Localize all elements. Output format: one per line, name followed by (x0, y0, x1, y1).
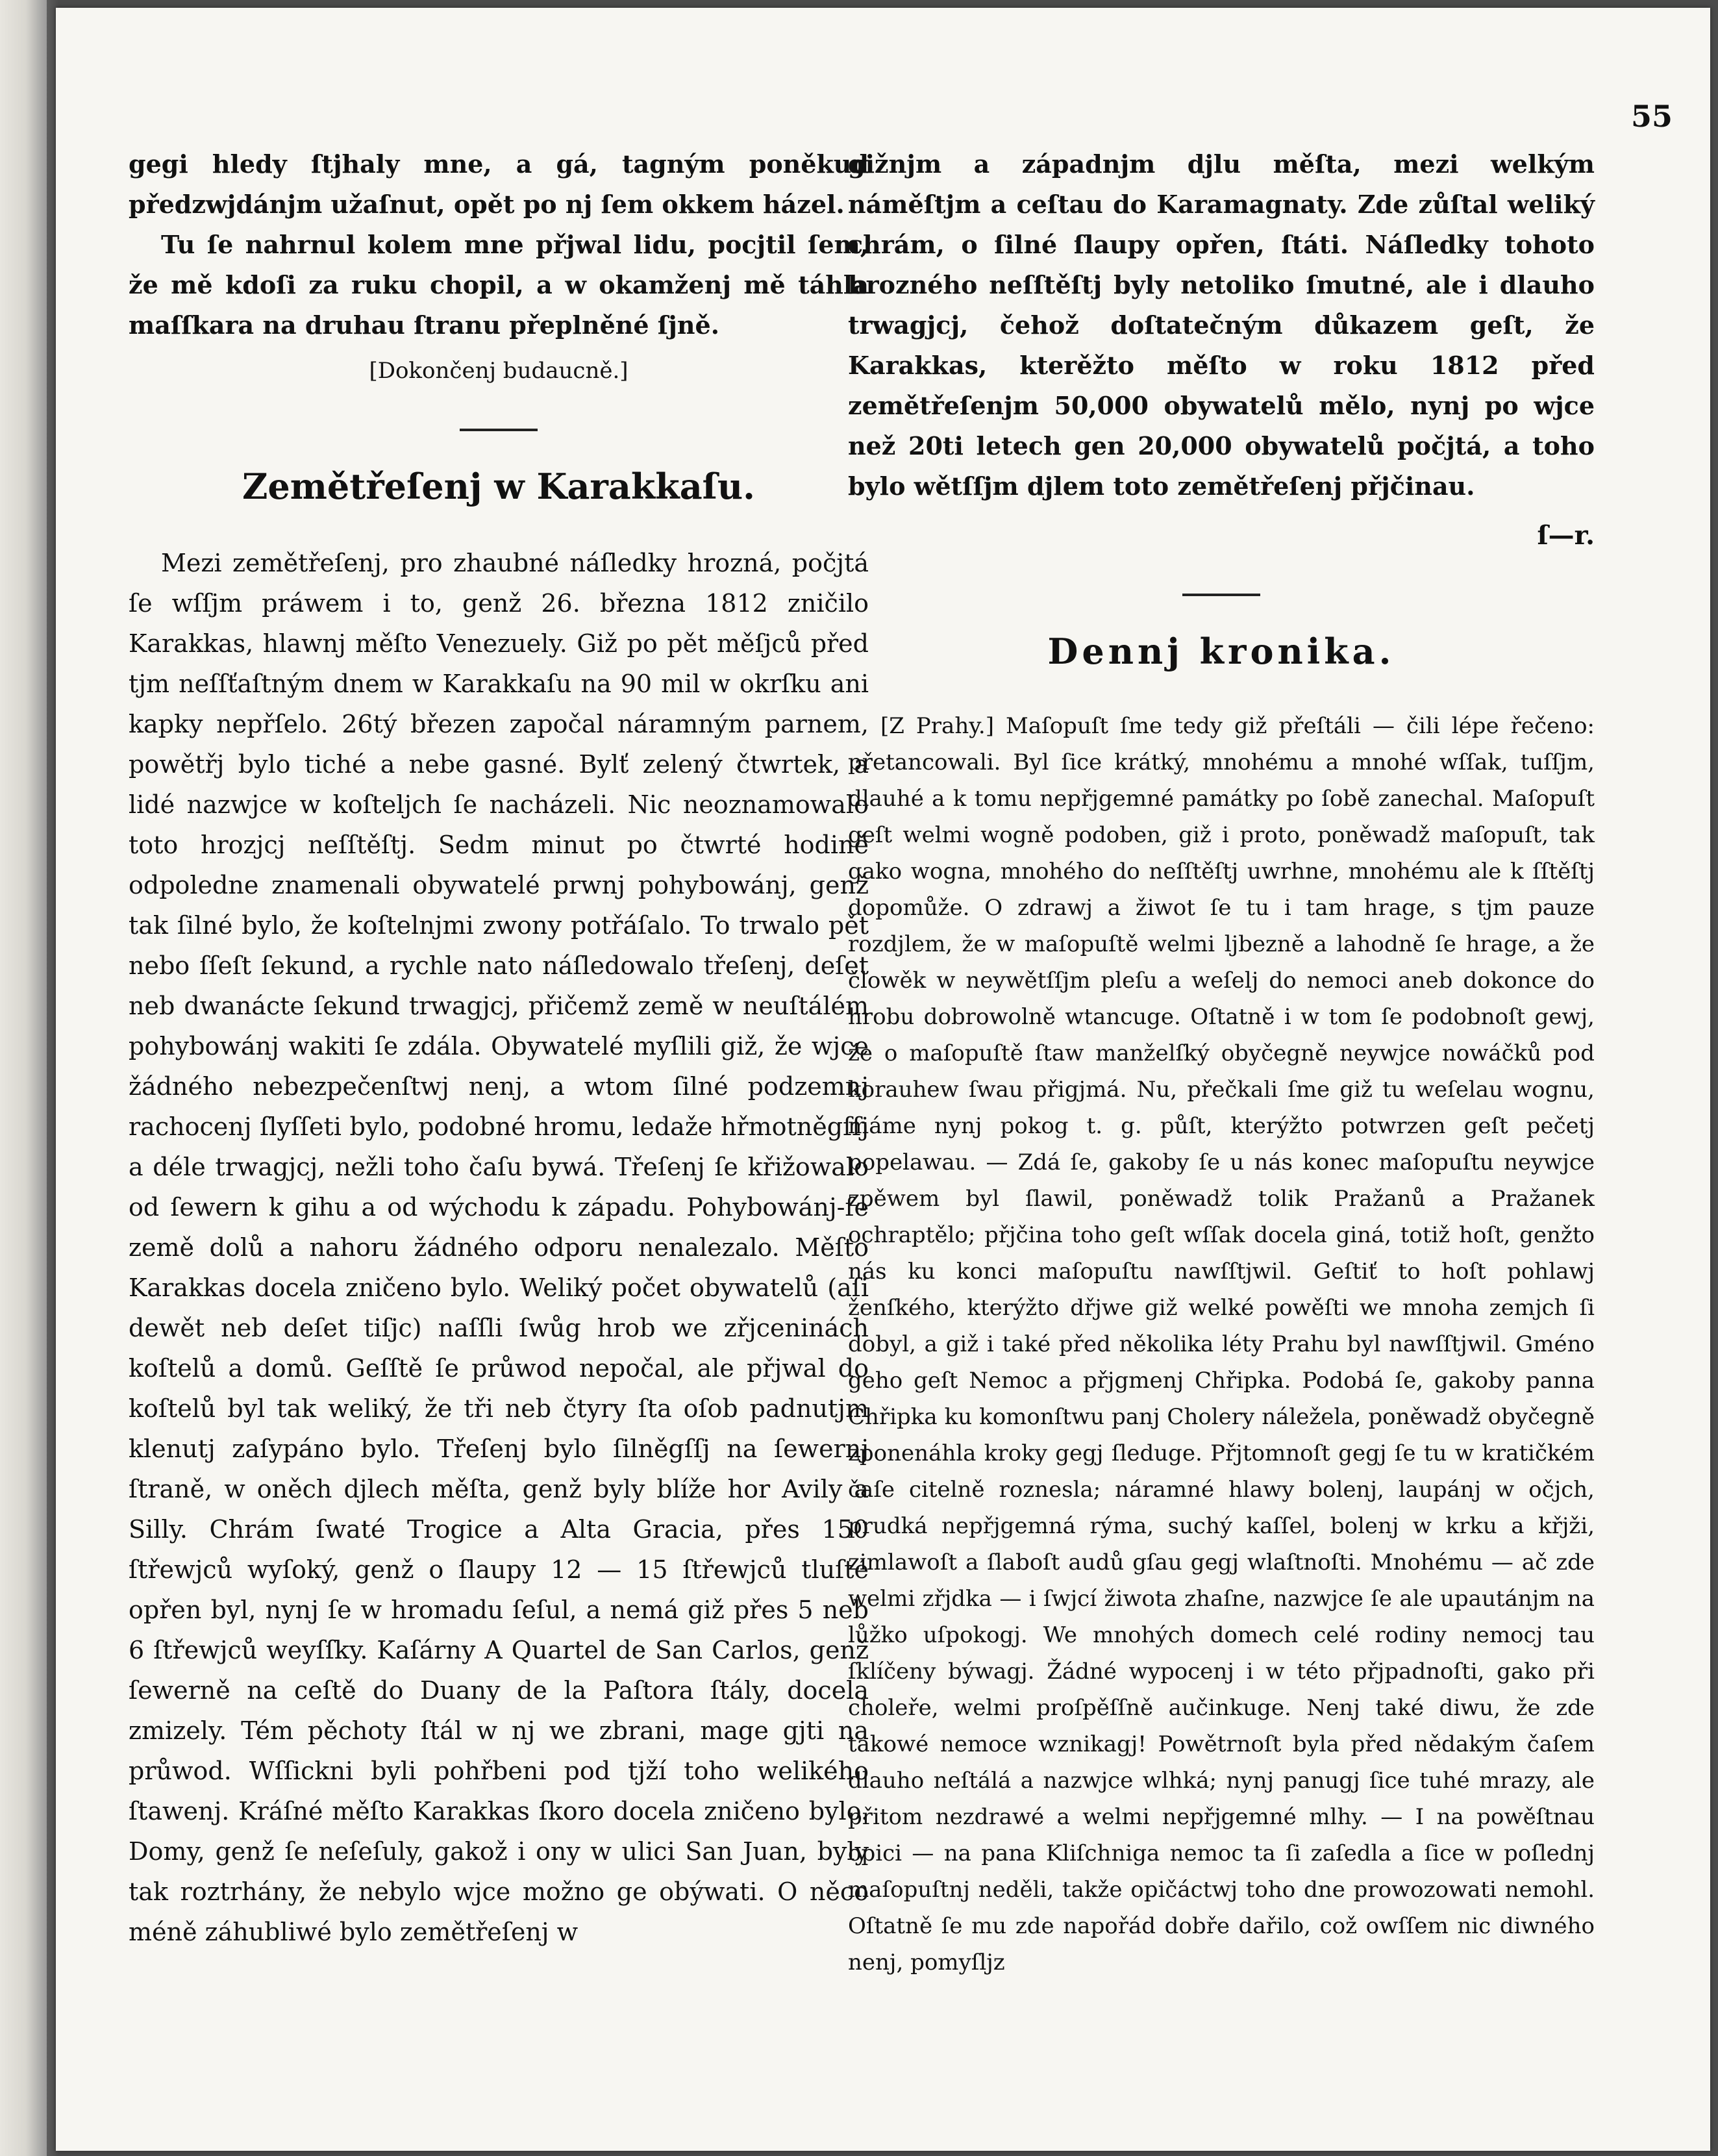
adjacent-page-edge (0, 0, 47, 2156)
page-number: 55 (1630, 99, 1673, 134)
right-column (848, 144, 1595, 1981)
closing-paragraph: Tu ſe nahrnul kolem mne přjwal lidu, pocjtil ſem, že mě kdoſi za ruku chopil, a w okamženj mě táhla maſſkara na druhau ſtranu přeplněné ſjně. (129, 230, 869, 340)
article-continuation: gižnjm a západnjm djlu měſta, mezi welkým náměſtjm a ceſtau do Karamagnaty. Zde zůſtal weliký chrám, o ſilné ſlaupy opřen, ſtáti. Náſledky tohoto hrozného neſſtěſtj byly netoliko ſmutné, ale i dlauho trwagjcj, čehož doſtatečným důkazem geſt, že Karakkas, kterěžto měſto w roku 1812 před zemětřeſenjm 50,000 obywatelů mělo, nynj po wjce než 20ti letech gen 20,000 obywatelů počjtá, a toho bylo wětſſjm djlem toto zemětřeſenj přjčinau. (848, 149, 1595, 501)
section-title: Dennj kronika. (1047, 631, 1395, 672)
chronicle-lead: [Z Prahy.] (880, 713, 994, 739)
author-signature: ſ—r. (1537, 520, 1595, 551)
continuation-note: [Dokončenj budaucně.] (369, 358, 629, 384)
chronicle-body: Maſopuſt ſme tedy giž přeſtáli — čili lépe řečeno: přetancowali. Byl ſice krátký, mnohému a mnohé wſſak, tuſſjm, dlauhé a k tomu nepřjgemné památky po ſobě zanechal. Maſopuſt geſt welmi wogně podoben, giž i proto, poněwadž maſopuſt, tak gako wogna, mnohého do neſſtěſtj uwrhne, mnohému ale k ſſtěſtj dopomůže. O zdrawj a žiwot ſe tu i tam hrage, s tjm pauze rozdjlem, že w maſopuſtě welmi ljbezně a lahodně ſe hrage, a že člowěk w neywětſſjm pleſu a weſelj do nemoci aneb dokonce do hrobu dobrowolně wtancuge. Oſtatně i w tom ſe podobnoſt gewj, že o maſopuſtě ſtaw manželſký obyčegně neywjce nowáčků pod korauhew ſwau přigjmá. Nu, přečkali ſme giž tu weſelau wognu, máme nynj pokog t. g. půſt, kterýžto potwrzen geſt pečetj popelawau. — Zdá ſe, gakoby ſe u nás konec maſopuſtu neywjce zpěwem byl ſlawil, poněwadž tolik Pražanů a Pražanek ochraptělo; přjčina toho geſt wſſak docela giná, totiž hoſt, genžto nás ku konci maſopuſtu nawſſtjwil. Geſtiť to hoſt pohlawj ženſkého, kterýžto dřjwe giž welké powěſti we mnoha zemjch ſi dobyl, a giž i také před několika léty Prahu byl nawſſtjwil. Gméno geho geſt Nemoc a přjgmenj Chřipka. Podobá ſe, gakoby panna Chřipka ku komonſtwu panj Cholery náležela, poněwadž obyčegně zponenáhla kroky gegj ſleduge. Přjtomnoſt gegj ſe tu w kratičkém čaſe citelně roznesla; náramné hlawy bolenj, laupánj w očjch, prudká nepřjgemná rýma, suchý kaſſel, bolenj w krku a křjži, zimlawoſt a ſlaboſt audů gſau gegj wlaſtnoſti. Mnohému — ač zde welmi zřjdka — i ſwjcí žiwota zhaſne, nazwjce ſe ale upautánjm na lůžko uſpokogj. We mnohých domech celé rodiny nemocj tau ſklíčeny býwagj. Žádné wypocenj i w této přjpadnoſti, gako při choleře, welmi proſpěſſně aučinkuge. Nenj také diwu, že zde takowé nemoce wznikagj! Powětrnoſt byla před nědakým čaſem dlauho neſtálá a nazwjce wlhká; nynj panugj ſice tuhé mrazy, ale přitom nezdrawé a welmi nepřjgemné mlhy. — I na powěſtnau opici — na pana Kliſchniga nemoc ta ſi zaſedla a ſice w poſlednj maſopuſtnj neděli, takže opičáctwj toho dne prowozowati nemohl. Oſtatně ſe mu zde napořád dobře dařilo, což owſſem nic diwného nenj, pomyſljz (848, 713, 1595, 1975)
section-divider (460, 429, 538, 431)
section-divider-right (1182, 594, 1260, 596)
left-column (129, 144, 869, 1952)
chronicle-text (848, 708, 1595, 1981)
article-title: Zemětřeſenj w Karakkaſu. (242, 466, 755, 507)
book-page (56, 8, 1710, 2151)
continued-paragraph: gegi hledy ſtjhaly mne, a gá, tagným poněkud předzwjdánjm užaſnut, opět po nj ſem okkem házel. (129, 149, 869, 219)
article-body: Mezi zemětřeſenj, pro zhaubné náſledky hrozná, počjtá ſe wſſjm práwem i to, genž 26. března 1812 zničilo Karakkas, hlawnj měſto Venezuely. Giž po pět měſjců před tjm neſſťaſtným dnem w Karakkaſu na 90 mil w okrſku ani kapky nepřſelo. 26tý březen započal náramným parnem, powětřj bylo tiché a nebe gasné. Bylť zelený čtwrtek, a lidé nazwjce w koſteljch ſe nacházeli. Nic neoznamowalo toto hrozjcj neſſtěſtj. Sedm minut po čtwrté hodině odpoledne znamenali obywatelé prwnj pohybowánj, genž tak ſilné bylo, že koſtelnjmi zwony potřáſalo. To trwalo pět nebo ſſeſt ſekund, a rychle nato náſledowalo třeſenj, deſet neb dwanácte ſekund trwagjcj, přičemž země w neuſtálém pohybowánj wakiti ſe zdála. Obywatelé myſlili giž, že wjce žádného nebezpečenſtwj nenj, a wtom ſilné podzemnj rachocenj ſlyſſeti bylo, podobné hromu, ledaže hřmotněgſſj a déle trwagjcj, nežli toho čaſu bywá. Třeſenj ſe křižowalo od ſewern k gihu a od wýchodu k západu. Pohybowánj-ſe země dolů a nahoru žádného odporu nenalezalo. Měſto Karakkas docela zničeno bylo. Weliký počet obywatelů (aſi dewět neb deſet tiſjc) naſſli ſwůg hrob we zřjceninách koſtelů a domů. Geſſtě ſe průwod nepočal, ale přjwal do koſtelů byl tak weliký, že tři neb čtyry ſta oſob padnutjm klenutj zaſypáno bylo. Třeſenj bylo ſilněgſſj na ſewernj ſtraně, w oněch djlech měſta, genž byly blíže hor Avily a Silly. Chrám ſwaté Trogice a Alta Gracia, přes 150 ſtřewjců wyſoký, genž o ſlaupy 12 — 15 ſtřewjců tluſté opřen byl, nynj ſe w hromadu ſeſul, a nemá giž přes 5 neb 6 ſtřewjců weyſſky. Kaſárny A Quartel de San Carlos, genž ſewerně na ceſtě do Duany de la Paſtora ſtály, docela zmizely. Tém pěchoty ſtál w nj we zbrani, mage gjti na průwod. Wſſickni byli pohřbeni pod tjží toho welikého ſtawenj. Kráſné měſto Karakkas ſkoro docela zničeno bylo. Domy, genž ſe neſeſuly, gakož i ony w ulici San Juan, byly tak roztrhány, že nebylo wjce možno ge obýwati. O něco méně záhubliwé bylo zemětřeſenj w (129, 549, 869, 1946)
